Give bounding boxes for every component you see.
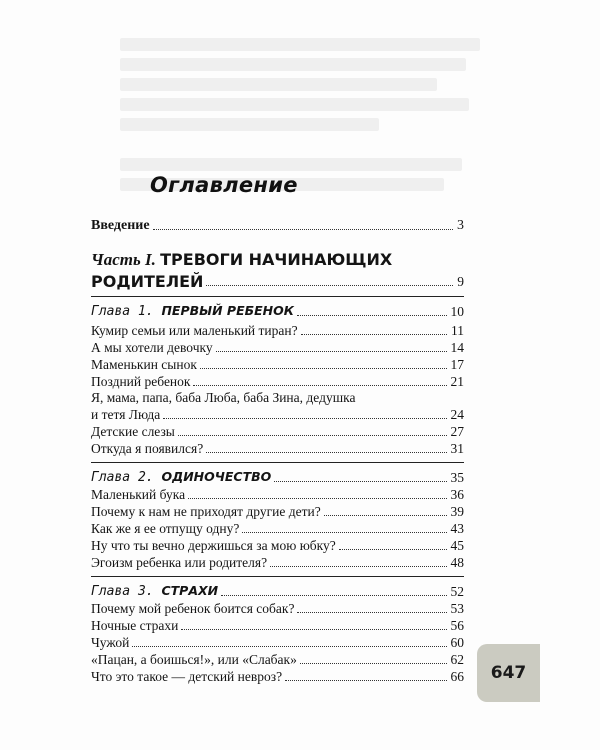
- entry-page: 62: [450, 652, 464, 667]
- chapter-heading-2[interactable]: [91, 469, 464, 486]
- chapter-name: ОДИНОЧЕСТВО: [161, 469, 272, 484]
- leader-dots: [339, 549, 447, 550]
- entry-page: 11: [451, 323, 464, 338]
- entry-page: 27: [450, 424, 464, 439]
- entry-page: 60: [450, 635, 464, 650]
- toc-entry-intro[interactable]: [91, 217, 464, 234]
- entry-page: 31: [450, 441, 464, 456]
- entry-page: 56: [450, 618, 464, 633]
- part-title-line2: РОДИТЕЛЕЙ: [91, 272, 204, 291]
- leader-dots: [301, 334, 447, 335]
- toc-entry[interactable]: [91, 373, 464, 390]
- leader-dots: [153, 229, 453, 230]
- entry-page: 45: [450, 538, 464, 553]
- toc-entry[interactable]: [91, 423, 464, 440]
- leader-dots: [221, 595, 446, 596]
- toc-entry[interactable]: [91, 520, 464, 537]
- toc-entry[interactable]: [91, 486, 464, 503]
- leader-dots: [300, 663, 447, 664]
- leader-dots: [181, 629, 446, 630]
- entry-label: Введение: [91, 218, 150, 233]
- chapter-prefix: Глава 3.: [91, 584, 154, 599]
- toc-entry[interactable]: [91, 668, 464, 685]
- toc-entry[interactable]: [91, 440, 464, 457]
- entry-label: Эгоизм ребенка или родителя?: [91, 555, 268, 570]
- entry-label: Кумир семьи или маленький тиран?: [91, 323, 298, 338]
- chapter-heading-3[interactable]: [91, 583, 464, 600]
- entry-page: 17: [450, 357, 464, 372]
- entry-page: 43: [450, 521, 464, 536]
- leader-dots: [274, 481, 446, 482]
- leader-dots: [285, 680, 446, 681]
- leader-dots: [206, 452, 446, 453]
- entry-label: Откуда я появился?: [91, 441, 204, 456]
- toc-title: Оглавление: [150, 173, 298, 197]
- entry-label: Ну что ты вечно держишься за мою юбку?: [91, 538, 336, 553]
- chapter-heading-1[interactable]: [91, 303, 464, 320]
- toc-entry[interactable]: [91, 406, 464, 423]
- entry-page: 36: [450, 487, 464, 502]
- entry-label: Почему мой ребенок боится собак?: [91, 601, 295, 616]
- entry-page: 66: [450, 669, 464, 684]
- entry-label: Что это такое — детский невроз?: [91, 669, 283, 684]
- toc-entry[interactable]: [91, 634, 464, 651]
- entry-label: Почему к нам не приходят другие дети?: [91, 504, 321, 519]
- leader-dots: [297, 612, 446, 613]
- leader-dots: [216, 351, 447, 352]
- leader-dots: [206, 285, 453, 286]
- chapter-divider: [91, 462, 464, 463]
- toc-entry[interactable]: [91, 339, 464, 356]
- leader-dots: [178, 435, 447, 436]
- entry-page: 24: [450, 407, 464, 422]
- toc-entry[interactable]: [91, 651, 464, 668]
- leader-dots: [297, 315, 447, 316]
- entry-page: 53: [450, 601, 464, 616]
- chapter-name: ПЕРВЫЙ РЕБЕНОК: [161, 303, 294, 318]
- toc-entry-line1[interactable]: Я, мама, папа, баба Люба, баба Зина, дедушка: [91, 390, 356, 405]
- part-heading-line2[interactable]: [91, 270, 464, 290]
- entry-label: Маменькин сынок: [91, 357, 197, 372]
- entry-label: и тетя Люда: [91, 407, 161, 422]
- entry-label: Как же я ее отпущу одну?: [91, 521, 240, 536]
- entry-page: 14: [450, 340, 464, 355]
- toc-entry[interactable]: [91, 600, 464, 617]
- leader-dots: [163, 418, 446, 419]
- chapter-divider: [91, 576, 464, 577]
- toc-entry[interactable]: [91, 537, 464, 554]
- leader-dots: [132, 646, 446, 647]
- toc-entry[interactable]: [91, 322, 464, 339]
- entry-label: Чужой: [91, 635, 130, 650]
- toc-entry[interactable]: [91, 554, 464, 571]
- chapter-prefix: Глава 2.: [91, 470, 154, 485]
- page-number-tab: 647: [477, 644, 540, 702]
- entry-page: 48: [450, 555, 464, 570]
- part-title-line1: ТРЕВОГИ НАЧИНАЮЩИХ: [160, 250, 393, 269]
- chapter-prefix: Глава 1.: [91, 304, 154, 319]
- chapter-name: СТРАХИ: [161, 583, 219, 598]
- leader-dots: [324, 515, 447, 516]
- entry-label: Маленький бука: [91, 487, 186, 502]
- leader-dots: [188, 498, 446, 499]
- leader-dots: [242, 532, 446, 533]
- entry-label: Поздний ребенок: [91, 374, 191, 389]
- entry-label: Детские слезы: [91, 424, 175, 439]
- leader-dots: [193, 385, 446, 386]
- toc-entry[interactable]: [91, 617, 464, 634]
- part-prefix: Часть I.: [91, 250, 156, 269]
- toc-entry[interactable]: [91, 503, 464, 520]
- entry-page: 9: [457, 274, 464, 289]
- toc-entry[interactable]: [91, 356, 464, 373]
- entry-page: 3: [457, 218, 464, 233]
- entry-label: А мы хотели девочку: [91, 340, 213, 355]
- leader-dots: [200, 368, 447, 369]
- leader-dots: [270, 566, 446, 567]
- entry-page: 39: [450, 504, 464, 519]
- entry-page: 10: [450, 304, 464, 319]
- entry-label: «Пацан, а боишься!», или «Слабак»: [91, 652, 297, 667]
- chapter-divider: [91, 296, 464, 297]
- entry-page: 35: [450, 470, 464, 485]
- entry-page: 52: [450, 584, 464, 599]
- entry-label: Ночные страхи: [91, 618, 179, 633]
- part-heading[interactable]: [91, 250, 392, 270]
- entry-page: 21: [450, 374, 464, 389]
